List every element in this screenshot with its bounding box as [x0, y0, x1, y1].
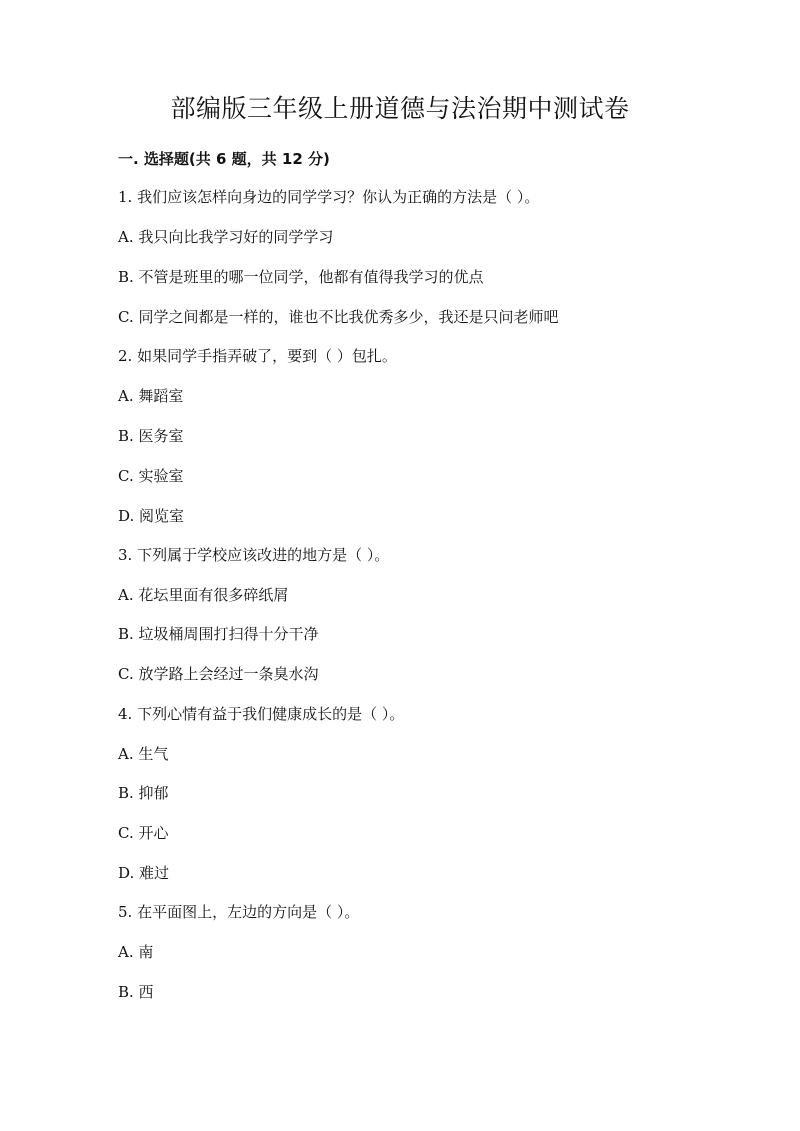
- question-3-option-a: A. 花坛里面有很多碎纸屑: [118, 586, 289, 604]
- section-heading: 一. 选择题(共 6 题，共 12 分): [118, 150, 330, 168]
- question-5: 5. 在平面图上，左边的方向是（ ）。: [118, 903, 360, 921]
- question-4-option-d: D. 难过: [118, 864, 170, 882]
- question-1-option-b: B. 不管是班里的哪一位同学，他都有值得我学习的优点: [118, 268, 484, 286]
- question-1-option-c: C. 同学之间都是一样的，谁也不比我优秀多少，我还是只问老师吧: [118, 308, 559, 326]
- question-4-option-a: A. 生气: [118, 745, 169, 763]
- page-title: 部编版三年级上册道德与法治期中测试卷: [170, 94, 630, 123]
- question-1: 1. 我们应该怎样向身边的同学学习？你认为正确的方法是（ ）。: [118, 188, 540, 206]
- question-4: 4. 下列心情有益于我们健康成长的是（ ）。: [118, 705, 405, 723]
- question-4-option-c: C. 开心: [118, 824, 169, 842]
- question-2-option-b: B. 医务室: [118, 427, 184, 445]
- question-3: 3. 下列属于学校应该改进的地方是（ ）。: [118, 546, 390, 564]
- question-5-option-b: B. 西: [118, 983, 154, 1001]
- question-2: 2. 如果同学手指弄破了，要到（ ）包扎。: [118, 347, 397, 365]
- question-4-option-b: B. 抑郁: [118, 784, 169, 802]
- question-3-option-c: C. 放学路上会经过一条臭水沟: [118, 665, 319, 683]
- question-2-option-c: C. 实验室: [118, 467, 184, 485]
- question-5-option-a: A. 南: [118, 943, 154, 961]
- question-1-option-a: A. 我只向比我学习好的同学学习: [118, 228, 334, 246]
- question-2-option-a: A. 舞蹈室: [118, 387, 184, 405]
- question-2-option-d: D. 阅览室: [118, 507, 185, 525]
- question-3-option-b: B. 垃圾桶周围打扫得十分干净: [118, 625, 319, 643]
